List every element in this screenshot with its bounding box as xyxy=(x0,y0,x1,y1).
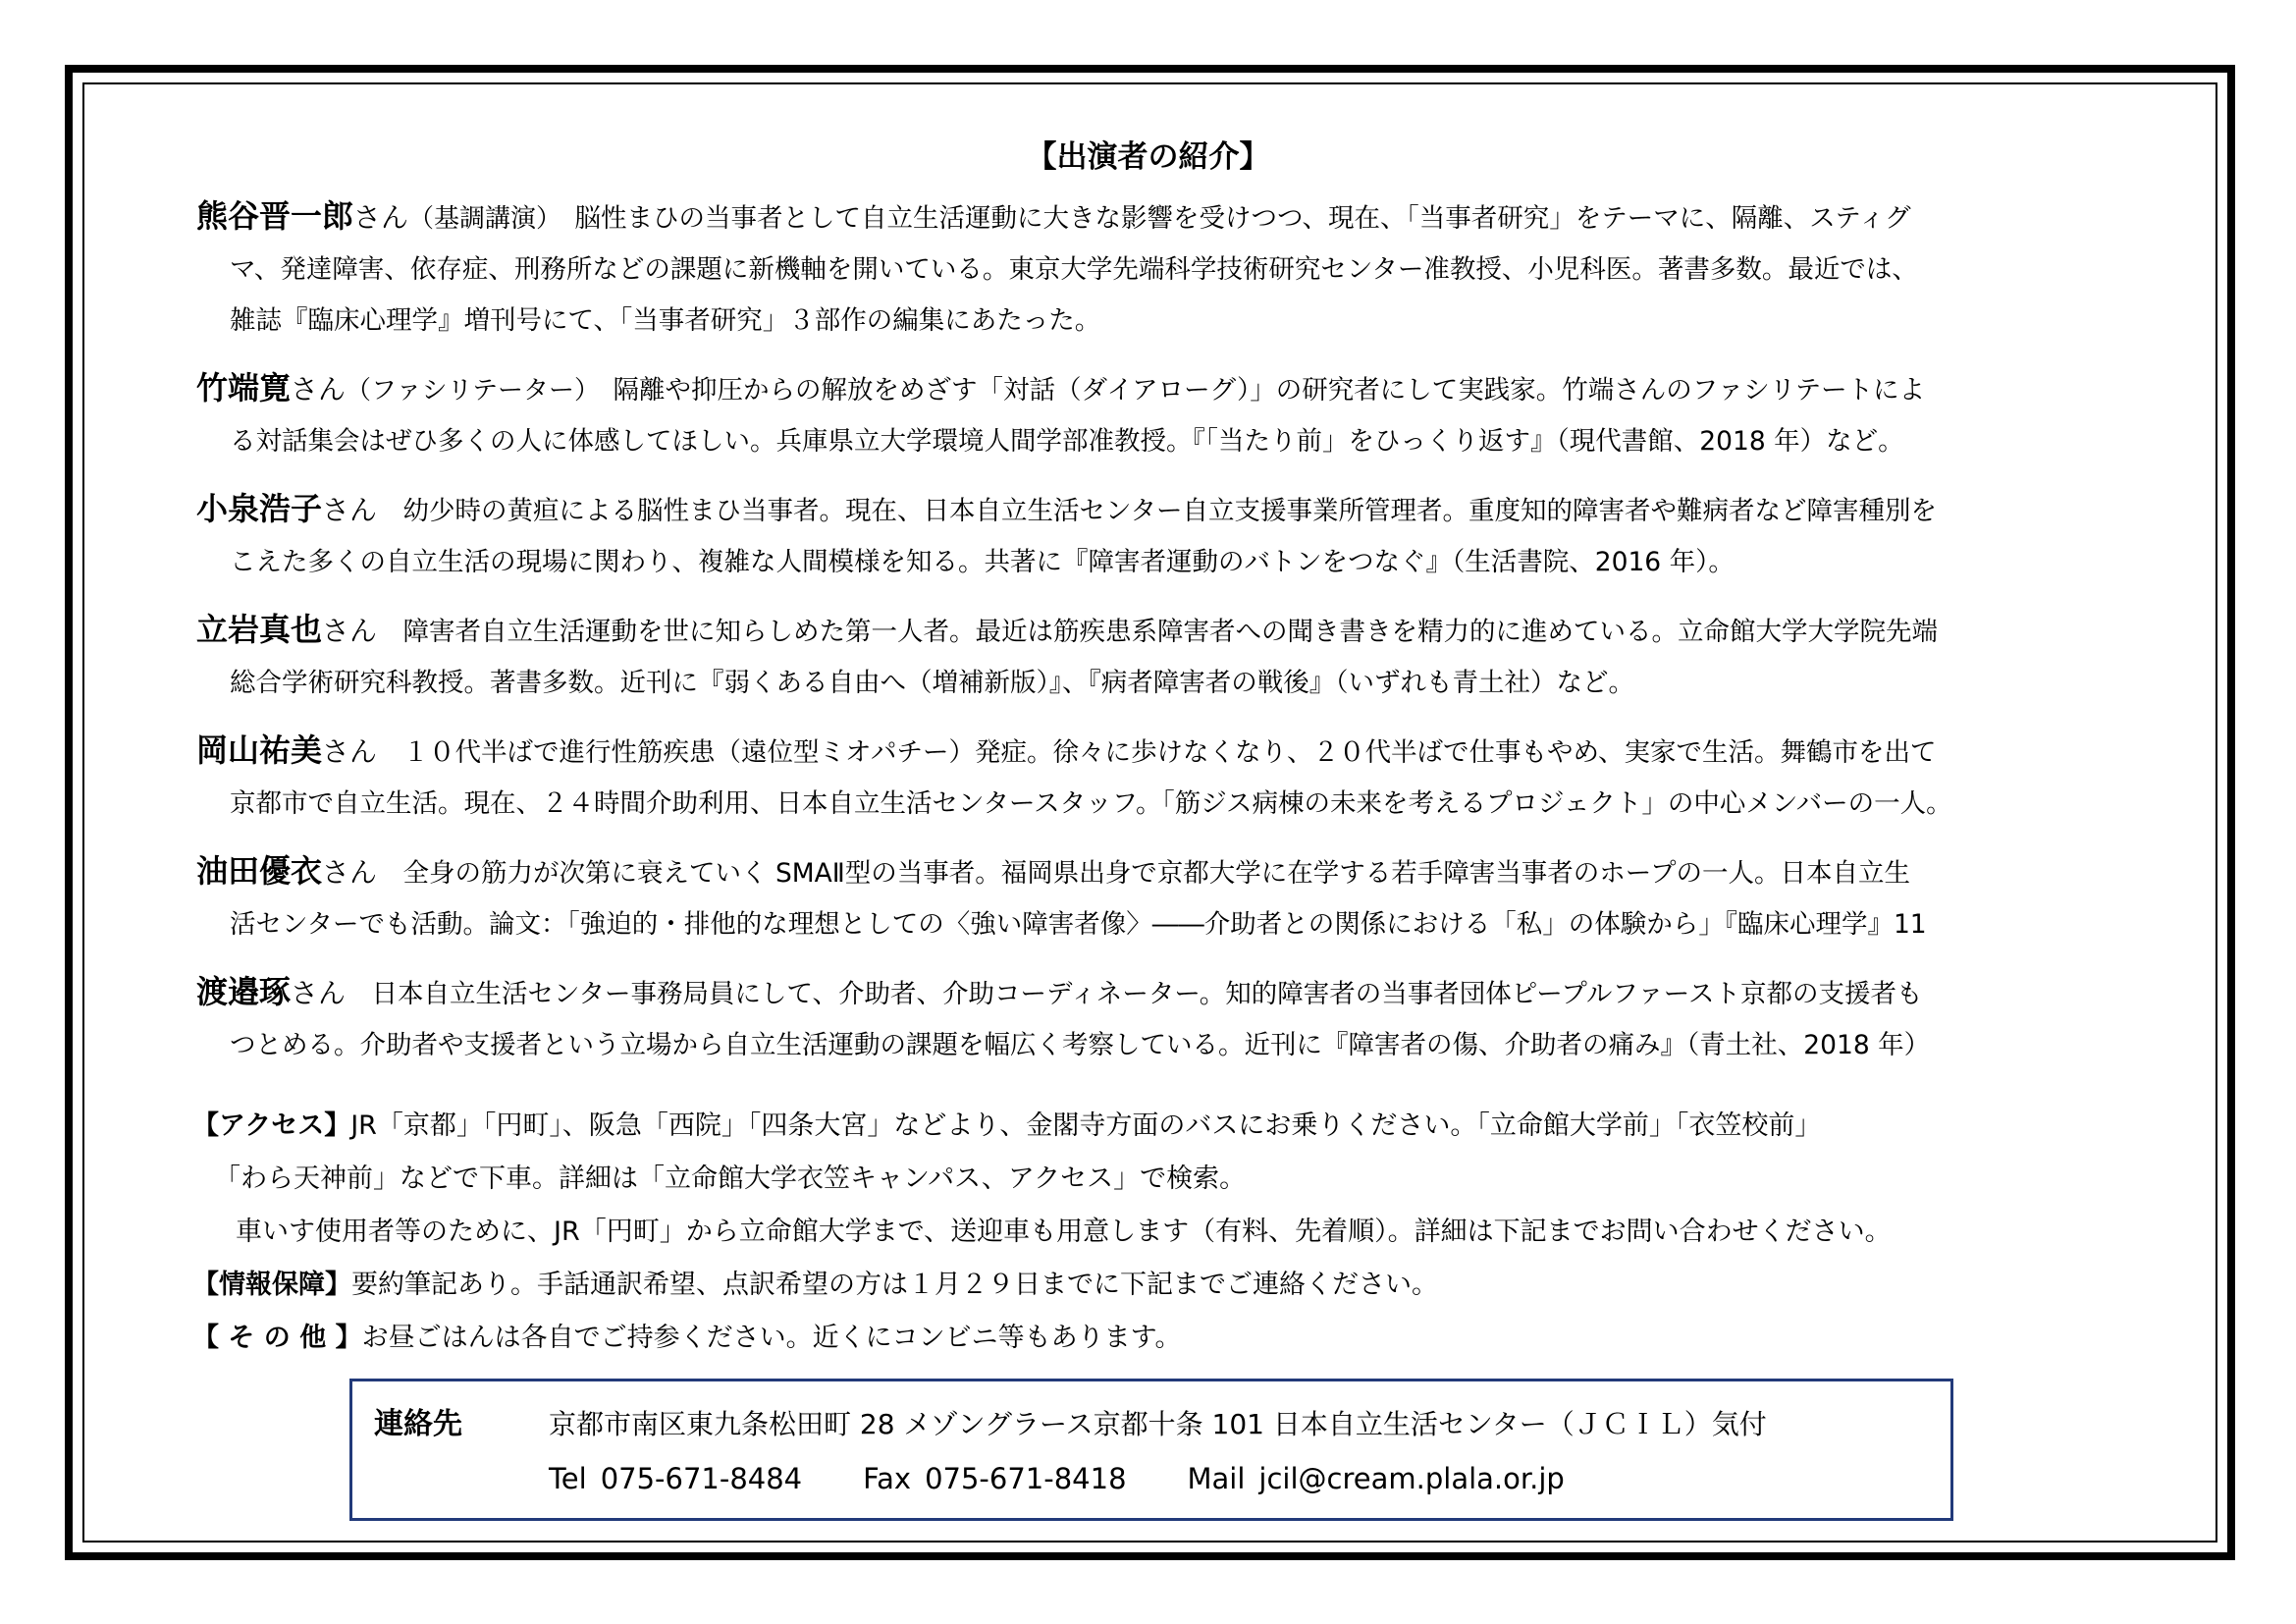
performer-bio-line: る対話集会はぜひ多くの人に体感してほしい。兵庫県立大学環境人間学部准教授。『「当たり前」をひっくり返す』（現代書館、2018 年）など。 xyxy=(230,426,1904,457)
info-line xyxy=(192,1259,2136,1312)
performer-honorific: さん xyxy=(322,856,378,889)
performer-honorific: さん xyxy=(322,494,378,526)
info-label: 【情報保障】 xyxy=(192,1270,351,1300)
performer-role: （基調講演） xyxy=(408,204,550,234)
performer-honorific: さん xyxy=(353,201,409,234)
other-text: お昼ごはんは各自でご持参ください。近くにコンビニ等もあります。 xyxy=(361,1323,1182,1353)
contact-box xyxy=(349,1379,1953,1521)
mail-address[interactable]: jcil@cream.plala.or.jp xyxy=(1258,1462,1565,1495)
performer-name: 岡山祐美 xyxy=(196,731,323,769)
other-line xyxy=(192,1312,2136,1365)
performer-okayama xyxy=(196,725,2120,830)
performer-honorific: さん xyxy=(291,373,347,406)
performer-watanabe xyxy=(196,966,2120,1071)
info-text: 要約筆記あり。手話通訳希望、点訳希望の方は１月２９日までに下記までご連絡ください。 xyxy=(351,1270,1438,1300)
performer-bio-line: こえた多くの自立生活の現場に関わり、複雑な人間模様を知る。共著に『障害者運動のバトンをつなぐ』（生活書院、2016 年）。 xyxy=(230,547,1735,577)
access-label: 【アクセス】 xyxy=(192,1110,351,1141)
mail-label: Mail xyxy=(1187,1462,1246,1495)
performer-name: 熊谷晋一郎 xyxy=(196,197,354,235)
performer-honorific: さん xyxy=(322,615,378,647)
performer-aburata xyxy=(196,845,2120,950)
performer-bio-line: １０代半ばで進行性筋疾患（遠位型ミオパチー）発症。徐々に歩けなくなり、２０代半ばで仕事もやめ、実家で生活。舞鶴市を出て xyxy=(377,737,1937,768)
performer-honorific: さん xyxy=(322,735,378,768)
performer-tateiwa xyxy=(196,604,2120,709)
access-text: 車いす使用者等のために、JR「円町」から立命館大学まで、送迎車も用意します（有料、先着順）。詳細は下記までお問い合わせください。 xyxy=(236,1217,1892,1247)
performer-bio-line: 活センターでも活動。論文：「強迫的・排他的な理想としての〈強い障害者像〉――介助者との関係における「私」の体験から」『臨床心理学』11 xyxy=(230,909,1927,940)
performer-bio-line: 障害者自立生活運動を世に知らしめた第一人者。最近は筋疾患系障害者への聞き書きを精力的に進めている。立命館大学大学院先端 xyxy=(377,617,1939,647)
performer-takehata xyxy=(196,362,2120,467)
event-info xyxy=(192,1100,2136,1365)
performer-role: （ファシリテーター） xyxy=(346,376,587,406)
access-text: 「わら天神前」などで下車。詳細は「立命館大学衣笠キャンパス、アクセス」で検索。 xyxy=(214,1164,1247,1194)
performer-koizumi xyxy=(196,483,2120,588)
performer-name: 竹端寛 xyxy=(196,369,292,406)
performer-bio-line: つとめる。介助者や支援者という立場から自立生活運動の課題を幅広く考察している。近刊に『障害者の傷、介助者の痛み』（青土社、2018 年） xyxy=(230,1030,1931,1060)
fax-number: 075-671-8418 xyxy=(925,1462,1127,1495)
performer-bio-line: 京都市で自立生活。現在、２４時間介助利用、日本自立生活センタースタッフ。「筋ジス病棟の未来を考えるプロジェクト」の中心メンバーの一人。 xyxy=(230,788,1952,819)
contact-title: 連絡先 xyxy=(374,1407,462,1441)
section-title: 【出演者の紹介】 xyxy=(1026,139,1270,175)
performer-name: 渡邉琢 xyxy=(196,973,292,1010)
performer-bio-line: 隔離や抑圧からの解放をめざす「対話（ダイアローグ）」の研究者にして実践家。竹端さんのファシリテートによ xyxy=(587,375,1926,406)
performer-bio-line: 雑誌『臨床心理学』増刊号にて、「当事者研究」３部作の編集にあたった。 xyxy=(230,305,1101,336)
performer-honorific: さん xyxy=(291,977,347,1009)
performer-bio-line: 脳性まひの当事者として自立生活運動に大きな影響を受けつつ、現在、「当事者研究」をテーマに、隔離、スティグ xyxy=(549,203,1911,234)
access-line xyxy=(192,1100,2136,1153)
tel-label: Tel xyxy=(549,1462,587,1495)
other-label: 【 そ の 他 】 xyxy=(192,1323,362,1353)
fax-label: Fax xyxy=(863,1462,912,1495)
performer-list xyxy=(196,190,2120,1087)
performer-name: 油田優衣 xyxy=(196,852,323,890)
contact-address: 京都市南区東九条松田町 28 メゾングラース京都十条 101 日本自立生活センター（ＪＣＩＬ）気付 xyxy=(549,1408,1767,1440)
contact-numbers xyxy=(549,1457,1578,1500)
performer-bio-line: 全身の筋力が次第に衰えていく SMAⅡ型の当事者。福岡県出身で京都大学に在学する若手障害当事者のホープの一人。日本自立生 xyxy=(377,858,1910,889)
performer-kumagaya xyxy=(196,190,2120,347)
performer-bio-line: 総合学術研究科教授。著書多数。近刊に『弱くある自由へ（増補新版）』、『病者障害者の戦後』（いずれも青土社）など。 xyxy=(230,668,1634,698)
performer-bio-line: マ、発達障害、依存症、刑務所などの課題に新機軸を開いている。東京大学先端科学技術研究センター准教授、小児科医。著書多数。最近では、 xyxy=(230,254,1918,285)
performer-bio-line: 幼少時の黄疸による脳性まひ当事者。現在、日本自立生活センター自立支援事業所管理者。重度知的障害者や難病者など障害種別を xyxy=(377,496,1937,526)
access-text: JR「京都」「円町」、阪急「西院」「四条大宮」などより、金閣寺方面のバスにお乗りください。「立命館大学前」「衣笠校前」 xyxy=(350,1110,1822,1141)
tel-number[interactable]: 075-671-8484 xyxy=(600,1462,803,1495)
performer-bio-line: 日本自立生活センター事務局員にして、介助者、介助コーディネーター。知的障害者の当事者団体ピープルファースト京都の支援者も xyxy=(346,979,1923,1009)
performer-name: 立岩真也 xyxy=(196,611,323,648)
performer-name: 小泉浩子 xyxy=(196,490,323,527)
